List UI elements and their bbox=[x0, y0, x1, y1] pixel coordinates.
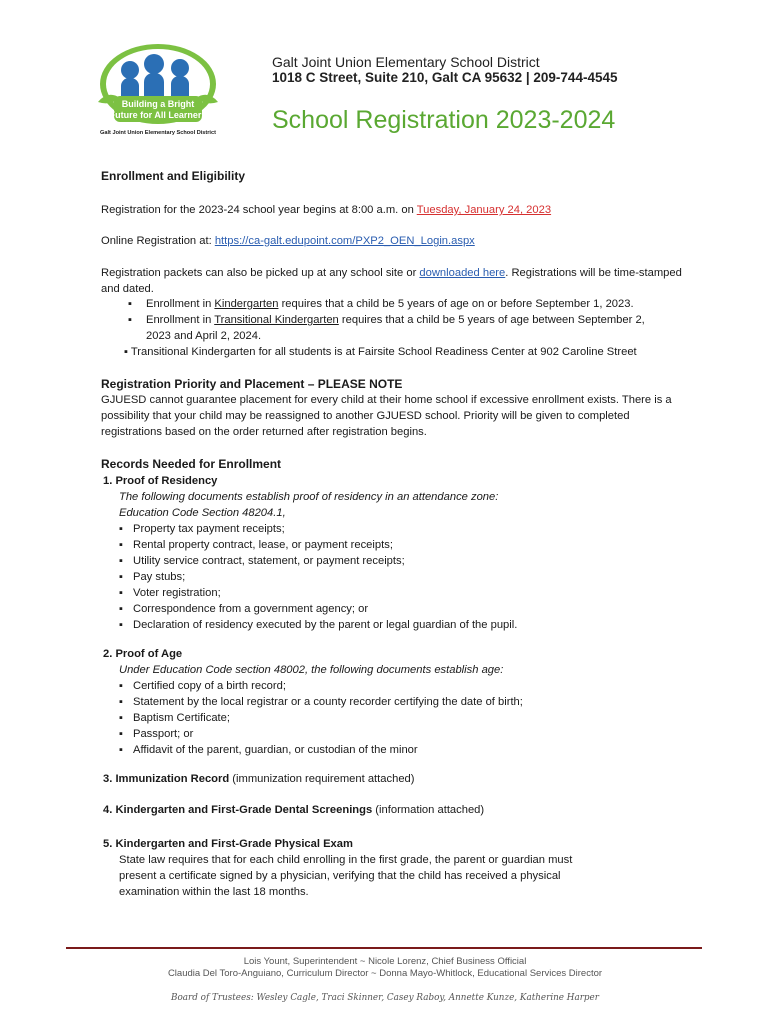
online-registration-text bbox=[101, 233, 475, 249]
bullet-icon: ▪ bbox=[128, 314, 132, 326]
list-item: ▪ Pay stubs; bbox=[119, 569, 683, 585]
list-item: ▪ Utility service contract, statement, or payment receipts; bbox=[119, 553, 683, 569]
list-item: ▪ Correspondence from a government agency; or bbox=[119, 601, 683, 617]
bullet-icon: ▪ bbox=[124, 346, 128, 358]
item-title: 1. Proof of Residency bbox=[103, 475, 218, 487]
registration-start-text bbox=[101, 202, 551, 218]
packets-paragraph bbox=[101, 265, 686, 297]
footer-officials-line2: Claudia Del Toro-Anguiano, Curriculum Director ~ Donna Mayo-Whitlock, Educational Services Director bbox=[167, 968, 603, 979]
district-logo bbox=[88, 40, 228, 140]
age-documents-list bbox=[119, 678, 683, 758]
online-registration-label: Online Registration at: bbox=[101, 235, 215, 247]
list-item-text: requires that a child be 5 years of age between September 2, 2023 and April 2, 2024. bbox=[146, 314, 645, 342]
page-title: School Registration 2023-2024 bbox=[272, 106, 616, 134]
list-item: ▪ Voter registration; bbox=[119, 585, 683, 601]
logo-slogan-line1: Building a Bright bbox=[121, 99, 195, 109]
transitional-kindergarten-term: Transitional Kindergarten bbox=[214, 314, 339, 326]
item-title: 5. Kindergarten and First-Grade Physical Exam bbox=[103, 838, 353, 850]
item-title: 3. Immunization Record bbox=[103, 773, 230, 785]
board-of-trustees: Board of Trustees: Wesley Cagle, Traci Skinner, Casey Raboy, Annette Kunze, Katherine Harper bbox=[171, 993, 599, 1003]
packets-prefix: Registration packets can also be picked up at any school site or bbox=[101, 267, 420, 279]
proof-of-residency bbox=[103, 473, 683, 633]
list-item: ▪ Affidavit of the parent, guardian, or custodian of the minor bbox=[119, 742, 683, 758]
list-item: ▪ Baptism Certificate; bbox=[119, 710, 683, 726]
logo-slogan-line2: Future for All Learners bbox=[109, 110, 207, 120]
item-note: The following documents establish proof of residency in an attendance zone: bbox=[119, 491, 499, 503]
list-item bbox=[124, 344, 637, 360]
immunization-record bbox=[103, 771, 415, 787]
footer-officials-line1: Lois Yount, Superintendent ~ Nicole Lorenz, Chief Business Official bbox=[243, 956, 527, 967]
kindergarten-term: Kindergarten bbox=[214, 298, 279, 310]
item-detail: State law requires that for each child enrolling in the first grade, the parent or guardian must present a certificate signed by a physician, verifying that the child has received a physical examination within the last 18 months. bbox=[119, 854, 573, 898]
item-detail: (information attached) bbox=[372, 804, 485, 816]
list-item: ▪ Certified copy of a birth record; bbox=[119, 678, 683, 694]
item-detail: (immunization requirement attached) bbox=[229, 773, 415, 785]
physical-exam bbox=[103, 836, 583, 900]
enrollment-heading: Enrollment and Eligibility bbox=[101, 169, 246, 183]
list-item-text: Transitional Kindergarten for all students is at Fairsite School Readiness Center at 902 Caroline Street bbox=[130, 346, 637, 358]
online-registration-link[interactable]: https://ca-galt.edupoint.com/PXP2_OEN_Login.aspx bbox=[214, 235, 475, 247]
item-note: Under Education Code section 48002, the following documents establish age: bbox=[119, 664, 504, 676]
list-item bbox=[128, 312, 668, 344]
item-note: Education Code Section 48204.1, bbox=[119, 507, 286, 519]
district-address: 1018 C Street, Suite 210, Galt CA 95632 | 209-744-4545 bbox=[272, 70, 618, 85]
dental-screenings bbox=[103, 802, 484, 818]
priority-text: GJUESD cannot guarantee placement for every child at their home school if excessive enrollment exists. There is a possibility that your child may be reassigned to another GJUESD school. Priority will be given to completed registrations based on the order returned after registration begins. bbox=[101, 394, 672, 438]
logo-caption: Galt Joint Union Elementary School District bbox=[100, 130, 216, 136]
item-title: 4. Kindergarten and First-Grade Dental Screenings bbox=[103, 804, 373, 816]
list-item: ▪ Statement by the local registrar or a county recorder certifying the date of birth; bbox=[119, 694, 683, 710]
list-item-text: Enrollment in bbox=[146, 298, 215, 310]
registration-date-link[interactable]: Tuesday, January 24, 2023 bbox=[416, 204, 552, 216]
list-item: ▪ Property tax payment receipts; bbox=[119, 521, 683, 537]
bullet-icon: ▪ bbox=[128, 298, 132, 310]
list-item-text: Enrollment in bbox=[146, 314, 215, 326]
download-link[interactable]: downloaded here bbox=[419, 267, 506, 279]
list-item: ▪ Passport; or bbox=[119, 726, 683, 742]
district-name: Galt Joint Union Elementary School District bbox=[272, 54, 540, 70]
footer-divider bbox=[66, 947, 702, 949]
proof-of-age bbox=[103, 646, 683, 758]
list-item: ▪ Rental property contract, lease, or payment receipts; bbox=[119, 537, 683, 553]
packets-suffix: . Registrations will be time-stamped and dated. bbox=[101, 267, 682, 295]
registration-start-prefix: Registration for the 2023-24 school year begins at 8:00 a.m. on bbox=[101, 204, 417, 216]
list-item bbox=[128, 296, 668, 312]
list-item: ▪ Declaration of residency executed by the parent or legal guardian of the pupil. bbox=[119, 617, 683, 633]
priority-heading: Registration Priority and Placement – PLEASE NOTE bbox=[101, 377, 403, 391]
records-heading: Records Needed for Enrollment bbox=[101, 457, 282, 471]
residency-documents-list bbox=[119, 521, 683, 633]
eligibility-list bbox=[128, 296, 668, 344]
list-item-text: requires that a child be 5 years of age on or before September 1, 2023. bbox=[278, 298, 634, 310]
item-title: 2. Proof of Age bbox=[103, 648, 183, 660]
